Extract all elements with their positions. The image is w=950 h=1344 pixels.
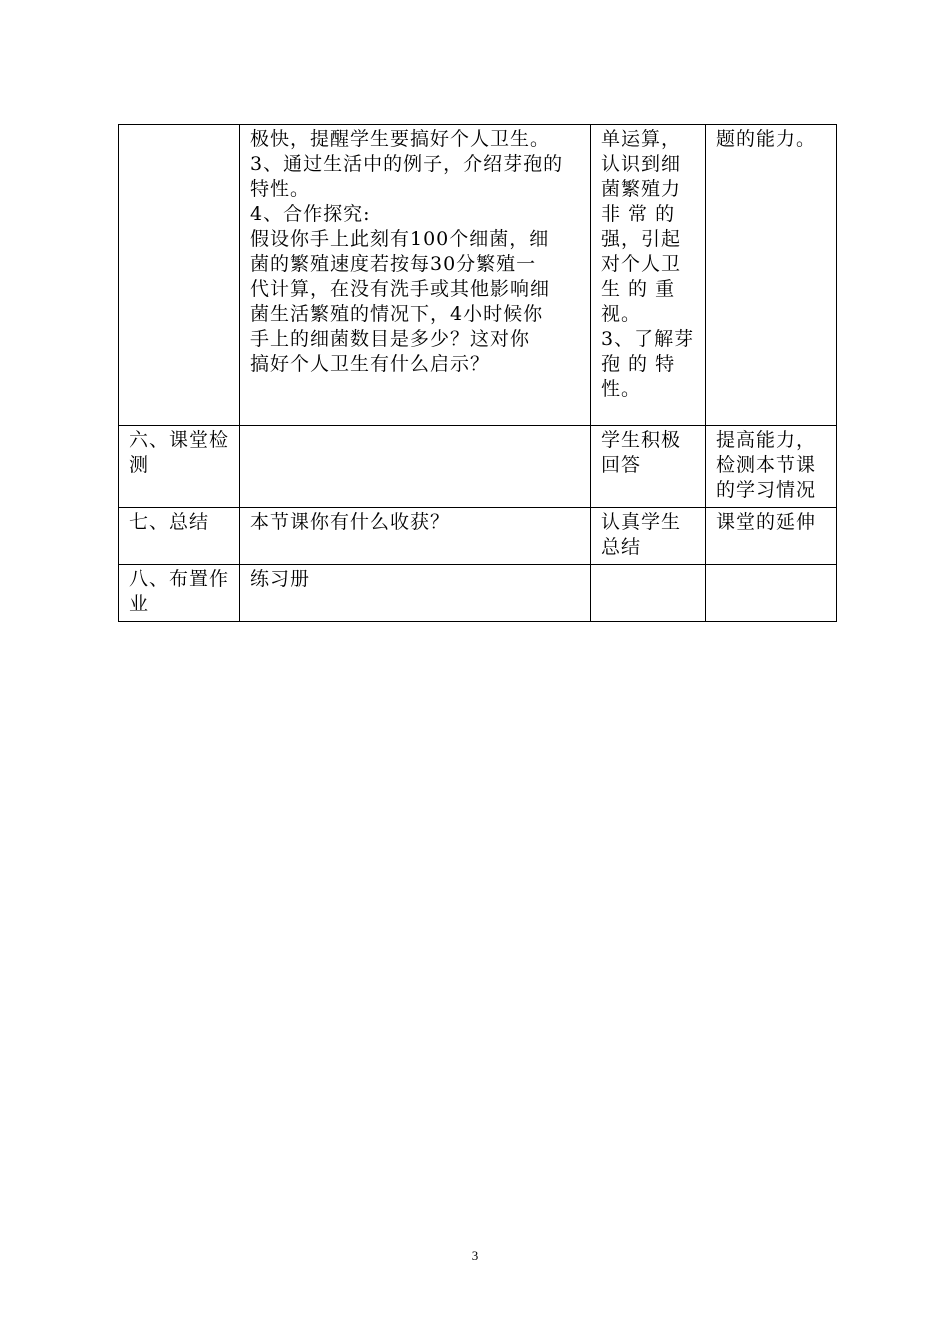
table-row bbox=[119, 508, 837, 565]
lesson-plan-table bbox=[118, 124, 837, 622]
design-intent-cell: 题的能力。 bbox=[706, 125, 837, 426]
student-activity-cell: 单运算， 认识到细 菌繁殖力 非 常 的 强，引起 对个人卫 生 的 重 视。 3、了解芽 孢 的 特 性。 bbox=[591, 125, 706, 426]
table-row bbox=[119, 426, 837, 508]
table-row bbox=[119, 565, 837, 622]
teacher-activity-cell: 极快，提醒学生要搞好个人卫生。 3、通过生活中的例子，介绍芽孢的 特性。 4、合作探究: 假设你手上此刻有100个细菌，细 菌的繁殖速度若按每30分繁殖一 代计算，在没有洗手或其他影响细 菌生活繁殖的情况下，4小时候你 手上的细菌数目是多少？这对你 搞好个人卫生有什么启示？ bbox=[240, 125, 591, 426]
stage-cell: 六、课堂检 测 bbox=[119, 426, 240, 508]
student-activity-cell bbox=[591, 565, 706, 622]
teacher-activity-cell: 练习册 bbox=[240, 565, 591, 622]
page-number: 3 bbox=[471, 1248, 479, 1263]
student-activity-cell: 认真学生 总结 bbox=[591, 508, 706, 565]
stage-cell: 八、布置作 业 bbox=[119, 565, 240, 622]
stage-cell bbox=[119, 125, 240, 426]
teacher-activity-cell bbox=[240, 426, 591, 508]
design-intent-cell: 提高能力， 检测本节课 的学习情况 bbox=[706, 426, 837, 508]
student-activity-cell: 学生积极 回答 bbox=[591, 426, 706, 508]
stage-cell: 七、总结 bbox=[119, 508, 240, 565]
design-intent-cell bbox=[706, 565, 837, 622]
table-row bbox=[119, 125, 837, 426]
design-intent-cell: 课堂的延伸 bbox=[706, 508, 837, 565]
teacher-activity-cell: 本节课你有什么收获？ bbox=[240, 508, 591, 565]
